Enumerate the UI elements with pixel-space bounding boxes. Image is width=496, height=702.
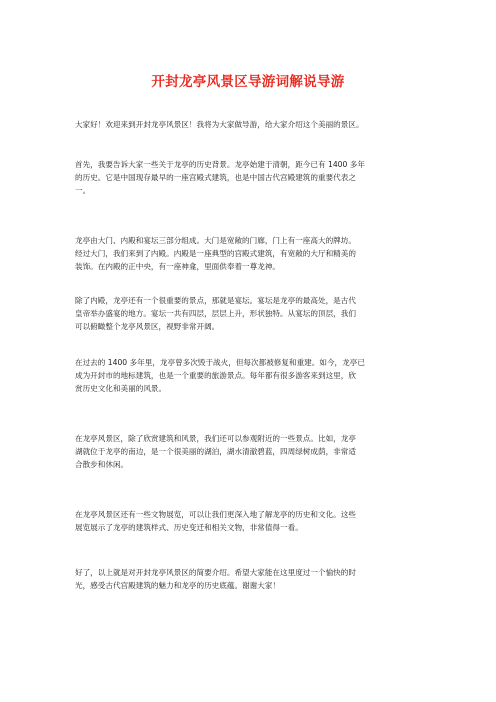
document-title: 开封龙亭风景区导游词解说导游: [151, 74, 345, 90]
paragraph-history: [75, 158, 435, 197]
paragraph-closing: [75, 566, 435, 592]
paragraph-banquet-altar: [75, 294, 435, 333]
paragraph-intro: [75, 118, 435, 131]
paragraph-line: 好了，以上就是对开封龙亭风景区的简要介绍。希望大家能在这里度过一个愉快的时: [75, 568, 356, 577]
paragraph-line: 湖就位于龙亭的南边，是一个很美丽的湖泊，湖水清澈碧蓝，四周绿树成荫，非常适: [75, 447, 356, 456]
paragraph-line: 赏历史文化和美丽的风景。: [75, 384, 167, 393]
paragraph-line: 装饰。在内殿的正中央，有一座神龛，里面供奉着一尊龙神。: [75, 262, 281, 271]
paragraph-nearby: [75, 432, 435, 471]
paragraph-line: 一。: [75, 186, 91, 195]
paragraph-line: 可以俯瞰整个龙亭风景区，视野非常开阔。: [75, 322, 220, 331]
paragraph-line: 在过去的 1400 多年里，龙亭曾多次毁于战火，但每次都被修复和重建。如今，龙亭已: [75, 358, 365, 367]
paragraph-line: 在龙亭风景区还有一些文物展览，可以让我们更深入地了解龙亭的历史和文化。这些: [75, 510, 356, 519]
paragraph-line: 展览展示了龙亭的建筑样式、历史变迁和相关文物，非常值得一看。: [75, 523, 303, 532]
paragraph-line: 光，感受古代宫殿建筑的魅力和龙亭的历史底蕴。谢谢大家！: [75, 581, 281, 590]
paragraph-structure: [75, 234, 435, 273]
paragraph-line: 的历史。它是中国现存最早的一座宫殿式建筑，也是中国古代宫殿建筑的重要代表之: [75, 173, 356, 182]
paragraph-line: 成为开封市的地标建筑，也是一个重要的旅游景点。每年都有很多游客来到这里，欣: [75, 371, 356, 380]
paragraph-line: 皇帝举办盛宴的地方。宴坛一共有四层，层层上升，形状独特。从宴坛的顶层，我们: [75, 309, 356, 318]
paragraph-line: 在龙亭风景区，除了欣赏建筑和风景，我们还可以参观附近的一些景点。比如，龙亭: [75, 434, 356, 443]
paragraph-exhibition: [75, 508, 435, 534]
paragraph-line: 大家好！欢迎来到开封龙亭风景区！我将为大家做导游，给大家介绍这个美丽的景区。: [75, 120, 364, 129]
paragraph-line: 合散步和休闲。: [75, 460, 129, 469]
paragraph-line: 经过大门，我们来到了内殿。内殿是一座典型的宫殿式建筑，有宽敞的大厅和精美的: [75, 249, 356, 258]
paragraph-line: 龙亭由大门、内殿和宴坛三部分组成。大门是宽敞的门廊，门上有一座高大的牌坊。: [75, 236, 356, 245]
paragraph-restoration: [75, 356, 435, 395]
paragraph-line: 除了内殿，龙亭还有一个很重要的景点，那就是宴坛。宴坛是龙亭的最高处，是古代: [75, 296, 356, 305]
paragraph-line: 首先，我要告诉大家一些关于龙亭的历史背景。龙亭始建于清朝，距今已有 1400 多年: [75, 160, 365, 169]
